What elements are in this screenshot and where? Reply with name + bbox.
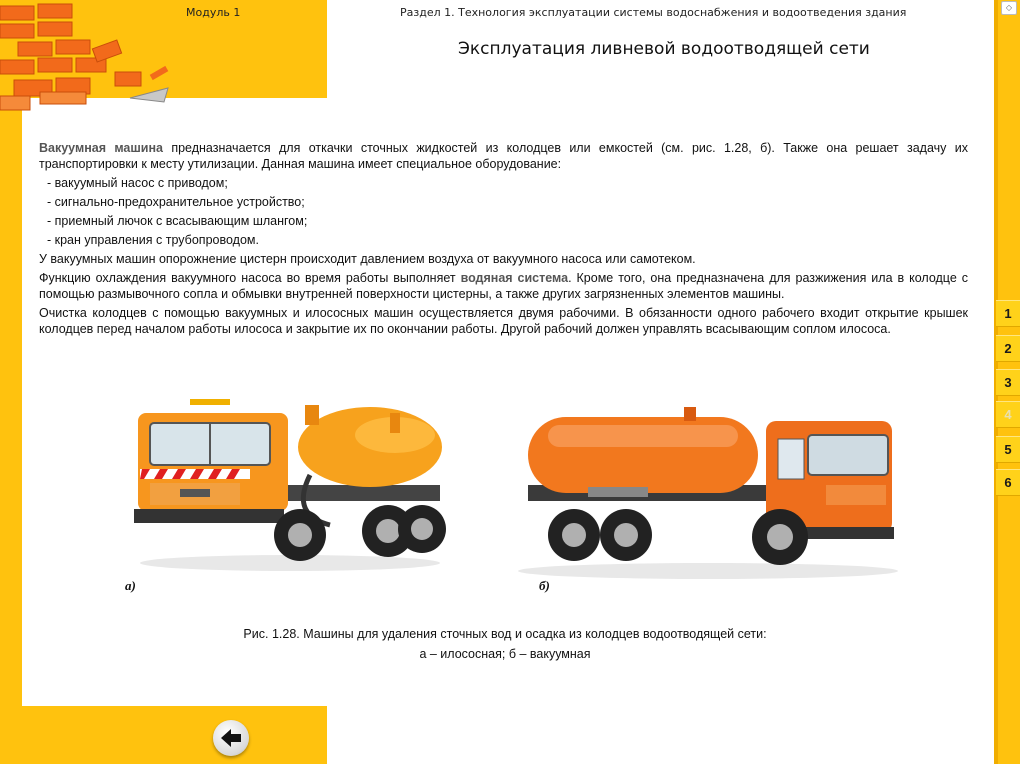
- paragraph-2: У вакуумных машин опорожнение цистерн происходит давлением воздуха от вакуумного насоса или самотеком.: [39, 252, 696, 266]
- paragraph-4: Очистка колодцев с помощью вакуумных и илососных машин осуществляется двумя рабочими. В обязанности одного рабочего входит открытие крышек колодцев перед началом работы илососа и закрытие их по окончании работы. Другой рабочий должен управлять всасывающим соплом илососа.: [39, 306, 968, 336]
- page-title: Эксплуатация ливневой водоотводящей сети: [458, 39, 870, 59]
- equipment-list: [39, 175, 968, 248]
- list-item: - вакуумный насос с приводом;: [47, 176, 228, 190]
- back-arrow-icon: [213, 720, 249, 756]
- paragraph-1: Вакуумная машина предназначается для откачки сточных жидкостей из колодцев или емкостей (см. рис. 1.28, б). Также она решает задачу их транспортировки к месту утилизации. Данная машина имеет специальное оборудование:: [39, 141, 968, 171]
- caption-line-1: Рис. 1.28. Машины для удаления сточных вод и осадка из колодцев водоотводящей сети:: [243, 627, 767, 641]
- caption-line-2: а – илососная; б – вакуумная: [419, 647, 591, 661]
- page-button-4-current: 4: [996, 401, 1020, 428]
- page-button-6[interactable]: 6: [996, 469, 1020, 496]
- figure-label-a: а): [125, 578, 136, 593]
- content-body: [39, 140, 968, 340]
- list-item: - сигнально-предохранительное устройство;: [47, 195, 305, 209]
- list-item: - кран управления с трубопроводом.: [47, 233, 259, 247]
- sludge-truck-image: [130, 385, 450, 575]
- figure-label-b: б): [539, 578, 550, 593]
- term-vacuum-machine: Вакуумная машина: [39, 141, 163, 155]
- page-button-3[interactable]: 3: [996, 369, 1020, 396]
- section-label: Раздел 1. Технология эксплуатации системы водоснабжения и водоотведения здания: [400, 6, 907, 19]
- chevron-up-icon[interactable]: ◇: [1001, 1, 1017, 15]
- vacuum-truck-image: [508, 395, 900, 580]
- page-button-2[interactable]: 2: [996, 335, 1020, 362]
- list-item: - приемный лючок с всасывающим шлангом;: [47, 214, 308, 228]
- figure-caption: [180, 624, 830, 664]
- left-strip: [0, 98, 22, 764]
- back-button[interactable]: [213, 720, 249, 756]
- page-button-1[interactable]: 1: [996, 300, 1020, 327]
- paragraph-3: Функцию охлаждения вакуумного насоса во время работы выполняет водяная система. Кроме того, она предназначена для разжижения ила в колодце с помощью размывочного сопла и обмывки внутренней поверхности цистерны, а также других загрязненных элементов машины.: [39, 271, 968, 301]
- term-water-system: водяная система: [460, 271, 569, 285]
- page-button-5[interactable]: 5: [996, 436, 1020, 463]
- footer-banner: [0, 706, 327, 764]
- module-label: Модуль 1: [186, 6, 241, 19]
- bricks-logo: [0, 0, 190, 118]
